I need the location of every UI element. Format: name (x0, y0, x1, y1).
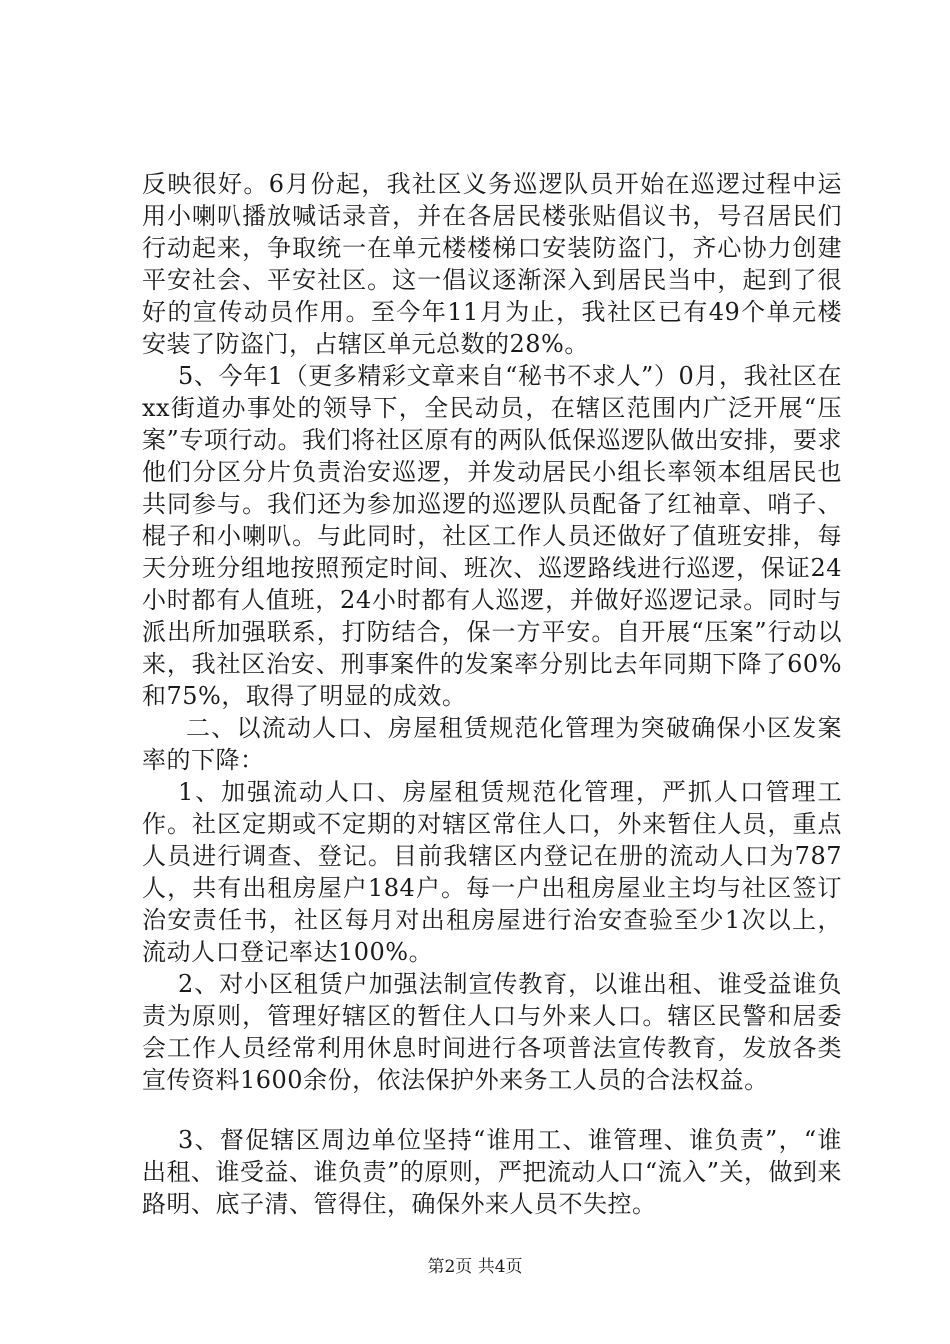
paragraph-item-5: 5、今年1（更多精彩文章来自“秘书不求人”）0月，我社区在xx街道办事处的领导下，全民动员，在辖区范围内广泛开展“压案”专项行动。我们将社区原有的两队低保巡逻队做出安排，要求他们分区分片负责治安巡逻，并发动居民小组长率领本组居民也共同参与。我们还为参加巡逻的巡逻队员配备了红袖章、哨子、棍子和小喇叭。与此同时，社区工作人员还做好了值班安排，每天分班分组地按照预定时间、班次、巡逻路线进行巡逻，保证24小时都有人值班，24小时都有人巡逻，并做好巡逻记录。同时与派出所加强联系，打防结合，保一方平安。自开展“压案”行动以来，我社区治安、刑事案件的发案率分别比去年同期下降了60%和75%，取得了明显的成效。 (142, 362, 842, 710)
paragraph-item-3: 3、督促辖区周边单位坚持“谁用工、谁管理、谁负责”，“谁出租、谁受益、谁负责”的原则，严把流动人口“流入”关，做到来路明、底子清、管得住，确保外来人员不失控。 (142, 1126, 842, 1218)
paragraph-item-1: 1、加强流动人口、房屋租赁规范化管理，严抓人口管理工作。社区定期或不定期的对辖区常住人口，外来暂住人员，重点人员进行调查、登记。目前我辖区内登记在册的流动人口为787人，共有出租房屋户184户。每一户出租房屋业主均与社区签订治安责任书，社区每月对出租房屋进行治安查验至少1次以上，流动人口登记率达100%。 (142, 778, 842, 966)
document-body (142, 168, 842, 1220)
paragraph-item-2: 2、对小区租赁户加强法制宣传教育，以谁出租、谁受益谁负责为原则，管理好辖区的暂住人口与外来人口。辖区民警和居委会工作人员经常利用休息时间进行各项普法宣传教育，发放各类宣传资料1600余份，依法保护外来务工人员的合法权益。 (142, 970, 842, 1094)
page-footer: 第2页 共4页 (427, 1257, 523, 1277)
paragraph-continuation: 反映很好。6月份起，我社区义务巡逻队员开始在巡逻过程中运用小喇叭播放喊话录音，并在各居民楼张贴倡议书，号召居民们行动起来，争取统一在单元楼楼梯口安装防盗门，齐心协力创建平安社会、平安社区。这一倡议逐渐深入到居民当中，起到了很好的宣传动员作用。至今年11月为止，我社区已有49个单元楼安装了防盗门，占辖区单元总数的28%。 (142, 170, 842, 358)
section-heading-2: 二、以流动人口、房屋租赁规范化管理为突破确保小区发案率的下降： (142, 714, 842, 774)
